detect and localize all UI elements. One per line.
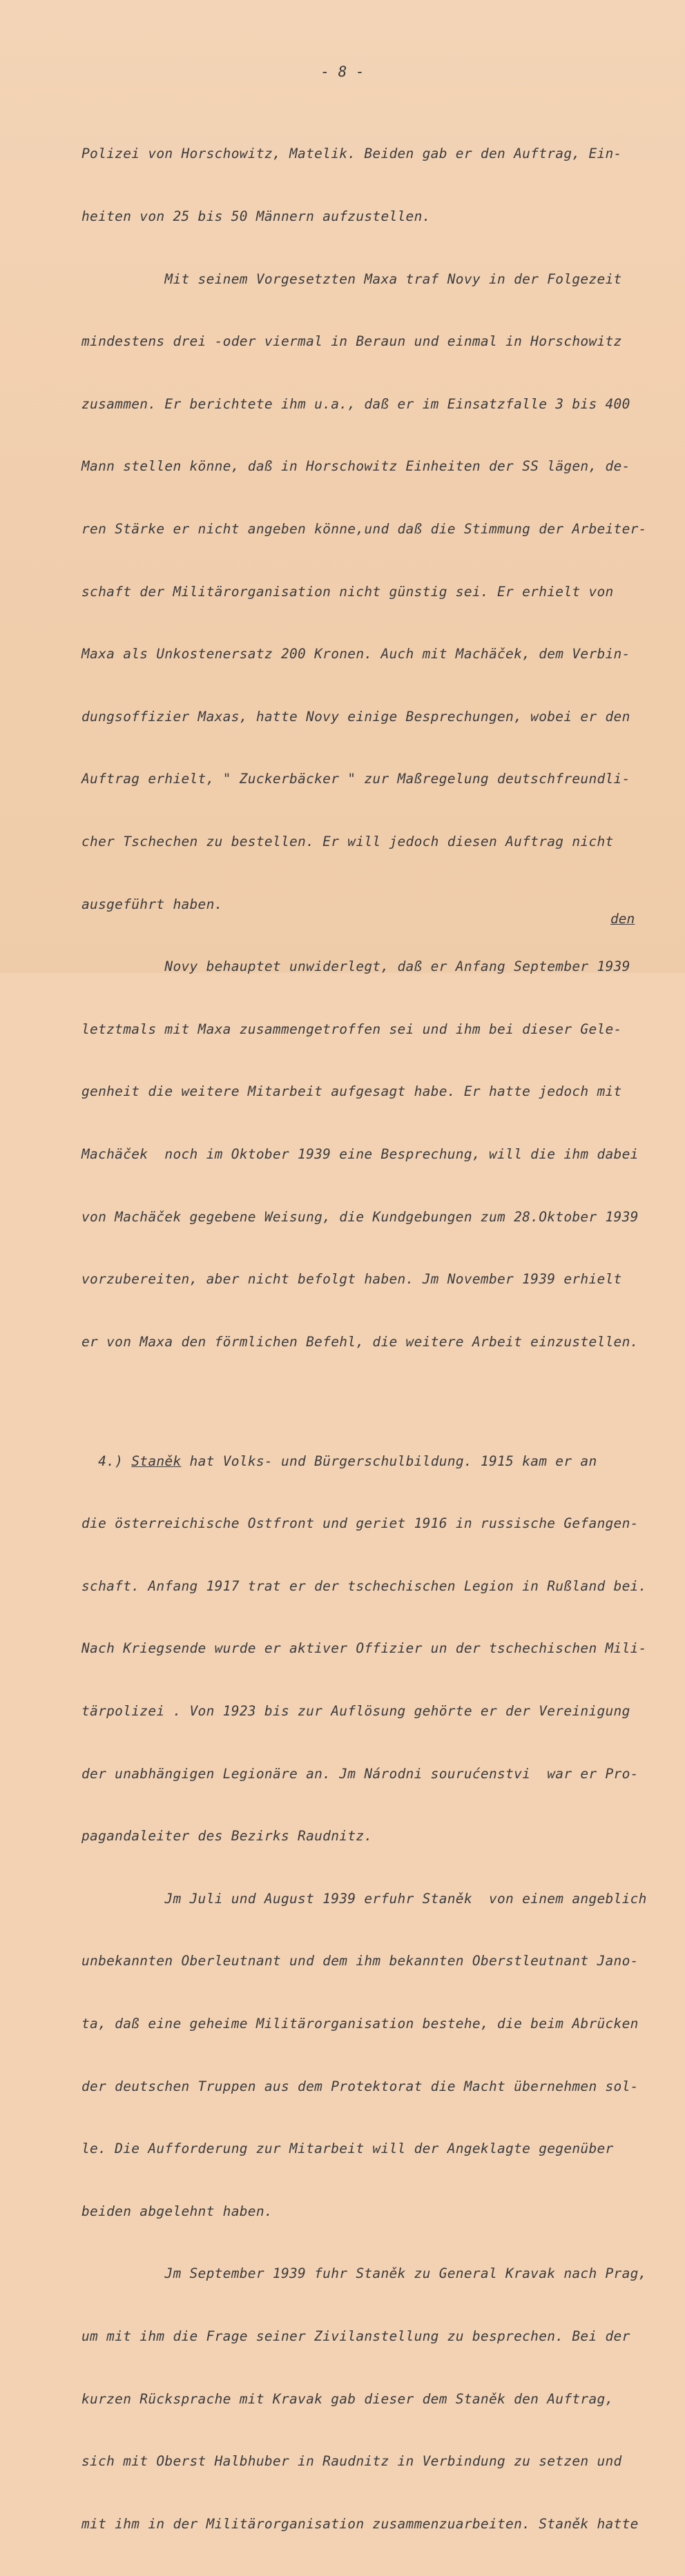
page-number: - 8 - <box>320 63 365 80</box>
text-line: der deutschen Truppen aus dem Protektorat die Macht übernehmen sol- <box>81 2078 639 2094</box>
text-line: Mann stellen könne, daß in Horschowitz Einheiten der SS lägen, de- <box>81 458 630 475</box>
text-line: Maxa als Unkostenersatz 200 Kronen. Auch mit Machäček, dem Verbin- <box>81 646 630 662</box>
section-heading-line <box>81 1451 655 1472</box>
text-line: die österreichische Ostfront und geriet 1916 in russische Gefangen- <box>81 1515 639 1532</box>
text-line: Polizei von Horschowitz, Matelik. Beiden gab er den Auftrag, Ein- <box>81 146 622 162</box>
section-number: 4.) <box>81 1453 132 1469</box>
text-line: unbekannten Oberleutnant und dem ihm bekannten Oberstleutnant Jano- <box>81 1953 639 1969</box>
section-rest: hat Volks- und Bürgerschulbildung. 1915 kam er an <box>181 1453 597 1469</box>
text-line: von Machäček gegebene Weisung, die Kundgebungen zum 28.Oktober 1939 <box>81 1208 639 1225</box>
text-line: pagandaleiter des Bezirks Raudnitz. <box>81 1828 373 1845</box>
text-line: dungsoffizier Maxas, hatte Novy einige Besprechungen, wobei er den <box>81 708 630 725</box>
text-line: Machäček noch im Oktober 1939 eine Besprechung, will die ihm dabei <box>81 1146 639 1162</box>
text-line: schaft. Anfang 1917 trat er der tschechischen Legion in Rußland bei. <box>81 1577 647 1594</box>
text-line: beiden abgelehnt haben. <box>81 2203 273 2219</box>
section-name: Staněk <box>131 1453 182 1469</box>
text-line: sich mit Oberst Halbhuber in Raudnitz in Verbindung zu setzen und <box>81 2453 622 2470</box>
text-line: Nach Kriegsende wurde er aktiver Offizier un der tschechischen Mili- <box>81 1640 647 1657</box>
text-line: Jm September 1939 fuhr Staněk zu General Kravak nach Prag, <box>81 2265 647 2282</box>
text-line: heiten von 25 bis 50 Männern aufzustellen. <box>81 208 431 224</box>
text-line: ausgeführt haben. <box>81 896 223 912</box>
section-gap <box>81 1394 655 1409</box>
text-line: mit ihm in der Militärorganisation zusammenzuarbeiten. Staněk hatte <box>81 2515 639 2532</box>
text-line: letztmals mit Maxa zusammengetroffen sei und ihm bei dieser Gele- <box>81 1021 622 1037</box>
text-line: schaft der Militärorganisation nicht günstig sei. Er erhielt von <box>81 583 614 600</box>
text-line: kurzen Rücksprache mit Kravak gab dieser dem Staněk den Auftrag, <box>81 2390 614 2407</box>
text-line: ta, daß eine geheime Militärorganisation bestehe, die beim Abrücken <box>81 2016 639 2032</box>
body-text <box>81 102 655 2576</box>
text-line: um mit ihm die Frage seiner Zivilanstellung zu besprechen. Bei der <box>81 2328 630 2344</box>
text-line: mindestens drei -oder viermal in Beraun und einmal in Horschowitz <box>81 333 622 350</box>
text-line: cher Tschechen zu bestellen. Er will jedoch diesen Auftrag nicht <box>81 833 614 849</box>
text-line: Jm Juli und August 1939 erfuhr Staněk von einem angeblich <box>81 1890 647 1907</box>
text-line: Mit seinem Vorgesetzten Maxa traf Novy in der Folgezeit <box>81 271 622 287</box>
catchword: den <box>610 911 635 927</box>
text-line: der unabhängigen Legionäre an. Jm Národni sourućenstvi war er Pro- <box>81 1765 639 1782</box>
text-line: Novy behauptet unwiderlegt, daß er Anfang September 1939 <box>81 958 630 975</box>
text-line: vorzubereiten, aber nicht befolgt haben. Jm November 1939 erhielt <box>81 1271 622 1288</box>
text-line: ren Stärke er nicht angeben könne,und daß die Stimmung der Arbeiter- <box>81 520 647 537</box>
text-line: zusammen. Er berichtete ihm u.a., daß er im Einsatzfalle 3 bis 400 <box>81 395 630 412</box>
text-line: tärpolizei . Von 1923 bis zur Auflösung gehörte er der Vereinigung <box>81 1703 630 1720</box>
text-line: er von Maxa den förmlichen Befehl, die weitere Arbeit einzustellen. <box>81 1333 639 1350</box>
text-line: Auftrag erhielt, " Zuckerbäcker " zur Maßregelung deutschfreundli- <box>81 771 630 787</box>
text-line: le. Die Aufforderung zur Mitarbeit will der Angeklagte gegenüber <box>81 2141 614 2157</box>
text-line: genheit die weitere Mitarbeit aufgesagt habe. Er hatte jedoch mit <box>81 1083 622 1100</box>
